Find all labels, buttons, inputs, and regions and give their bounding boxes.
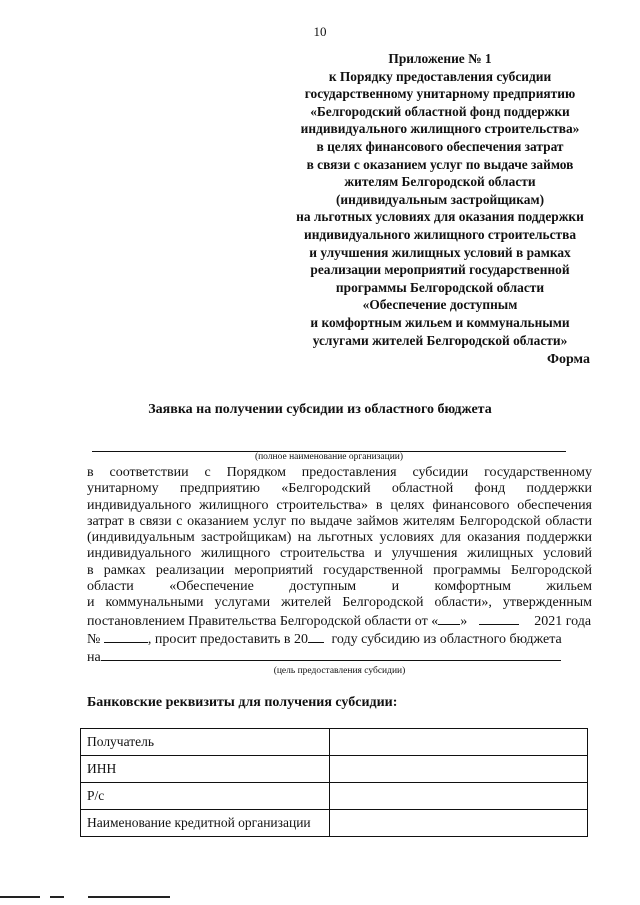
bank-row-label: Наименование кредитной организации	[81, 810, 330, 837]
request-line	[87, 630, 592, 648]
bank-details-title: Банковские реквизиты для получения субсидии:	[87, 695, 398, 710]
scan-artifact	[0, 896, 40, 898]
appendix-line: в целях финансового обеспечения затрат	[316, 138, 564, 154]
form-label: Форма	[546, 352, 590, 367]
bank-row-value[interactable]	[330, 783, 588, 810]
purpose-field[interactable]	[101, 648, 561, 661]
page-number: 10	[313, 24, 327, 39]
appendix-line: «Обеспечение доступным	[362, 297, 518, 313]
body-line: (индивидуальным застройщикам) на льготных условиях для оказания поддержки	[87, 530, 592, 546]
purpose-line	[87, 648, 592, 666]
appendix-line: к Порядку предоставления субсидии	[328, 68, 552, 84]
appendix-line: и комфортным жильем и коммунальными	[310, 314, 570, 330]
table-row	[81, 783, 588, 810]
bank-row-value[interactable]	[330, 756, 588, 783]
appendix-line: реализации мероприятий государственной	[310, 262, 570, 278]
bank-row-label: Получатель	[81, 729, 330, 756]
decree-year: 2021 года	[534, 613, 592, 629]
appendix-line: (индивидуальным застройщикам)	[335, 191, 545, 207]
application-body	[87, 465, 592, 667]
body-line: в соответствии с Порядком предоставления субсидии государственному	[87, 465, 592, 480]
appendix-line: Приложение № 1	[388, 51, 492, 66]
appendix-line: в связи с оказанием услуг по выдаче займов	[306, 156, 574, 172]
request-text-end: году субсидию из областного бюджета	[331, 631, 562, 647]
scan-artifact	[88, 896, 170, 898]
decree-day-field[interactable]	[438, 612, 460, 625]
appendix-line: государственному унитарному предприятию	[304, 86, 576, 102]
bank-row-label: ИНН	[81, 756, 330, 783]
appendix-line: жителям Белгородской области	[344, 174, 536, 190]
decree-text: постановлением Правительства Белгородской области от «	[87, 613, 439, 629]
decree-month-field[interactable]	[479, 612, 519, 625]
decree-number-field[interactable]	[104, 630, 148, 643]
body-line: затрат в связи с оказанием услуг по выдаче займов жителям Белгородской области	[87, 513, 592, 529]
organization-name-hint: (полное наименование организации)	[254, 452, 404, 462]
bank-details-table	[80, 728, 588, 837]
table-row	[81, 756, 588, 783]
purpose-prefix: на	[87, 650, 101, 666]
appendix-header	[270, 50, 610, 349]
appendix-line: «Белгородский областной фонд поддержки	[310, 103, 570, 119]
body-line: и коммунальными услугами жителей Белгородской области», утвержденным	[87, 595, 592, 611]
table-row	[81, 729, 588, 756]
number-sign: №	[87, 631, 101, 647]
body-line: в рамках реализации мероприятий государственной программы Белгородской	[87, 562, 592, 578]
appendix-line: индивидуального жилищного строительства»	[300, 121, 580, 137]
year-suffix-field[interactable]	[308, 630, 324, 643]
bank-row-label: Р/с	[81, 783, 330, 810]
appendix-line: и улучшения жилищных условий в рамках	[309, 244, 571, 260]
document-title: Заявка на получении субсидии из областного бюджета	[148, 402, 492, 417]
scan-artifact	[50, 896, 64, 898]
appendix-line: индивидуального жилищного строительства	[303, 226, 577, 242]
body-line: индивидуального жилищного строительства и улучшения жилищных условий	[87, 546, 592, 562]
body-line: индивидуального жилищного строительства» в целях финансового обеспечения	[87, 497, 592, 513]
table-row	[81, 810, 588, 837]
decree-line	[87, 612, 592, 630]
body-line: унитарному предприятию «Белгородский областной фонд поддержки	[87, 481, 592, 497]
appendix-line: услугами жителей Белгородской области»	[312, 332, 568, 348]
body-line: области «Обеспечение доступным и комфортным жильем	[87, 579, 592, 595]
appendix-line: на льготных условиях для оказания поддержки	[296, 209, 584, 225]
bank-row-value[interactable]	[330, 729, 588, 756]
request-text: , просит предоставить в 20	[147, 631, 308, 647]
appendix-line: программы Белгородской области	[335, 279, 545, 295]
purpose-hint: (цель предоставления субсидии)	[273, 666, 406, 676]
bank-row-value[interactable]	[330, 810, 588, 837]
decree-quote: »	[460, 613, 468, 629]
